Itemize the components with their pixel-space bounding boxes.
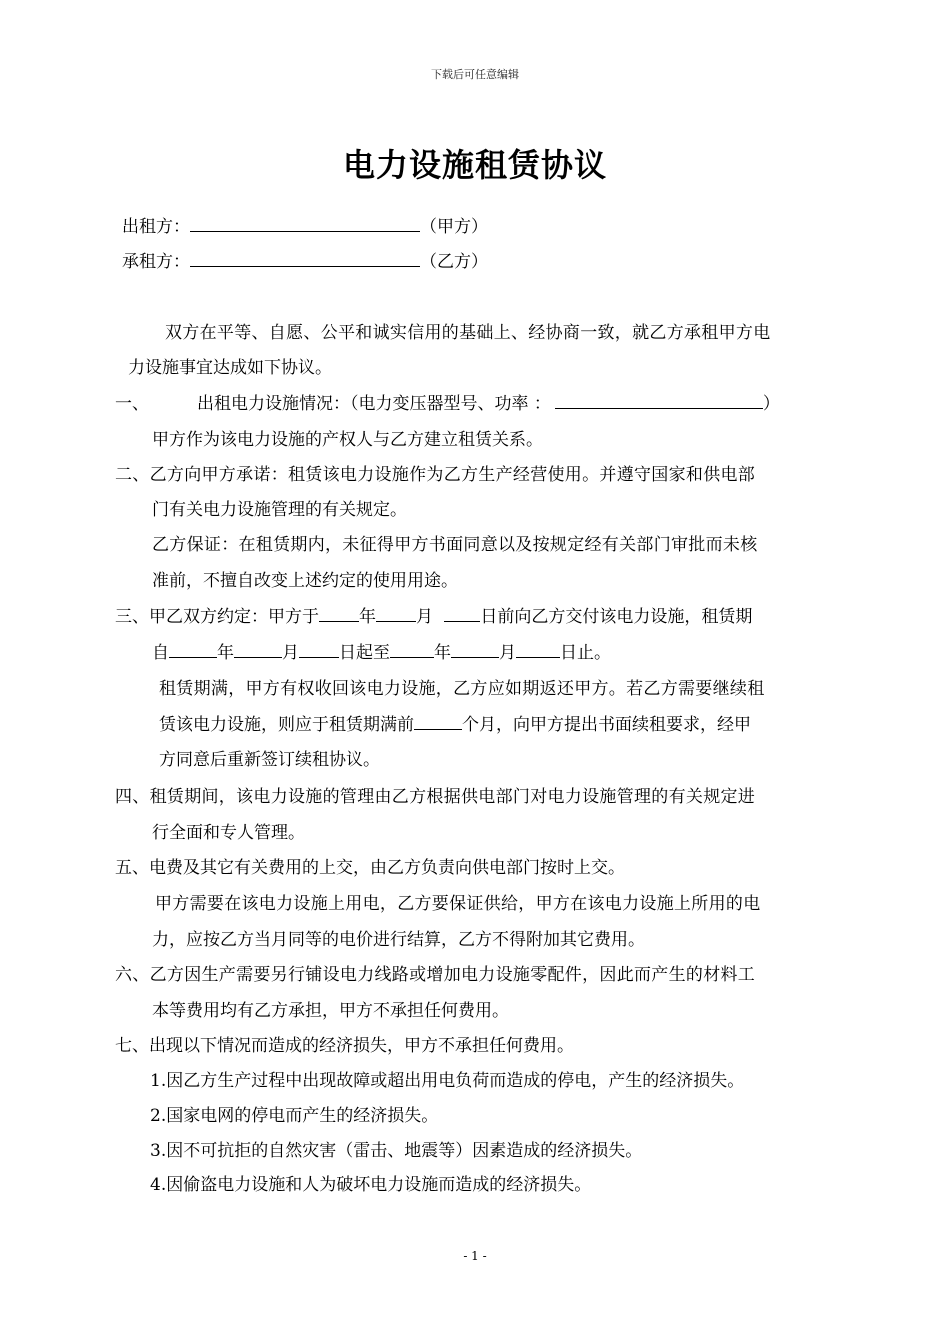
intro-line-1: 双方在平等、自愿、公平和诚实信用的基础上、经协商一致，就乙方承租甲方电 — [165, 323, 771, 343]
start-month-blank[interactable] — [234, 640, 282, 658]
delivery-day-blank[interactable] — [444, 604, 480, 622]
section-5-line-1: 五、电费及其它有关费用的上交，由乙方负责向供电部门按时上交。 — [115, 858, 625, 878]
start-year-label: 年 — [217, 643, 234, 663]
section-2-line-4: 准前，不擅自改变上述约定的使用用途。 — [152, 571, 458, 591]
delivery-year-blank[interactable] — [319, 604, 359, 622]
delivery-month-blank[interactable] — [376, 604, 416, 622]
section-4-line-2: 行全面和专人管理。 — [152, 823, 305, 843]
section-2-line-1: 二、乙方向甲方承诺：租赁该电力设施作为乙方生产经营使用。并遵守国家和供电部 — [115, 465, 756, 485]
page-number: - 1 - — [463, 1249, 487, 1263]
section-4-line-1: 四、租赁期间，该电力设施的管理由乙方根据供电部门对电力设施管理的有关规定进 — [115, 787, 756, 807]
end-day-blank[interactable] — [516, 640, 560, 658]
lessee-suffix: （乙方） — [420, 252, 488, 272]
lessor-suffix: （甲方） — [420, 217, 488, 237]
end-month-label: 月 — [499, 643, 516, 663]
section-1-line-1 — [115, 389, 780, 414]
lessor-line — [122, 212, 488, 237]
document-title: 电力设施租赁协议 — [342, 146, 607, 184]
lessor-label: 出租方： — [122, 217, 190, 237]
section-1-line-2: 甲方作为该电力设施的产权人与乙方建立租赁关系。 — [152, 430, 543, 450]
section-3-text-a: 三、甲乙双方约定：甲方于 — [115, 607, 319, 627]
section-3-line-1 — [115, 602, 752, 627]
section-3-line-4-b: 个月，向甲方提出书面续租要求，经甲 — [462, 715, 751, 735]
end-month-blank[interactable] — [451, 640, 499, 658]
end-year-blank[interactable] — [390, 640, 434, 658]
section-3-line-4-a: 赁该电力设施，则应于租赁期满前 — [159, 715, 414, 735]
renewal-months-blank[interactable] — [414, 712, 462, 730]
section-6-line-2: 本等费用均有乙方承担，甲方不承担任何费用。 — [152, 1001, 509, 1021]
section-3-line-2 — [152, 638, 611, 663]
end-year-label: 年 — [434, 643, 451, 663]
section-2-line-3: 乙方保证：在租赁期内，未征得甲方书面同意以及按规定经有关部门审批而未核 — [152, 535, 758, 555]
page-header: 下载后可任意编辑 — [431, 68, 519, 81]
end-day-label: 日止。 — [560, 643, 611, 663]
transformer-spec-blank[interactable] — [555, 391, 763, 409]
lessee-blank[interactable] — [190, 249, 420, 267]
section-3-line-5: 方同意后重新签订续租协议。 — [159, 750, 380, 770]
section-7-line-1: 七、出现以下情况而造成的经济损失，甲方不承担任何费用。 — [115, 1036, 574, 1056]
section-6-line-1: 六、乙方因生产需要另行铺设电力线路或增加电力设施零配件，因此而产生的材料工 — [115, 965, 756, 985]
from-label: 自 — [152, 643, 169, 663]
section-7-item: 3.因不可抗拒的自然灾害（雷击、地震等）因素造成的经济损失。 — [150, 1141, 643, 1161]
lessee-line — [122, 247, 488, 272]
start-day-label: 日起至 — [339, 643, 390, 663]
lessor-blank[interactable] — [190, 214, 420, 232]
section-3-line-4 — [159, 710, 751, 735]
year-label: 年 — [359, 607, 376, 627]
section-7-item: 2.国家电网的停电而产生的经济损失。 — [150, 1106, 439, 1126]
start-month-label: 月 — [282, 643, 299, 663]
intro-line-2: 力设施事宜达成如下协议。 — [128, 358, 332, 378]
month-label: 月 — [416, 607, 439, 627]
start-day-blank[interactable] — [299, 640, 339, 658]
section-2-line-2: 门有关电力设施管理的有关规定。 — [152, 500, 407, 520]
start-year-blank[interactable] — [169, 640, 217, 658]
section-5-line-2: 甲方需要在该电力设施上用电，乙方要保证供给，甲方在该电力设施上所用的电 — [155, 894, 761, 914]
section-3-line-3: 租赁期满，甲方有权收回该电力设施，乙方应如期返还甲方。若乙方需要继续租 — [159, 679, 765, 699]
section-1-close: ） — [762, 394, 780, 414]
section-7-item: 1.因乙方生产过程中出现故障或超出用电负荷而造成的停电，产生的经济损失。 — [150, 1071, 745, 1091]
section-1-text: 出租电力设施情况：（电力变压器型号、功率 ： — [197, 394, 551, 414]
section-7-item: 4.因偷盗电力设施和人为破坏电力设施而造成的经济损失。 — [150, 1175, 592, 1195]
section-3-text-d: 日前向乙方交付该电力设施，租赁期 — [480, 607, 753, 627]
lessee-label: 承租方： — [122, 252, 190, 272]
section-1-number: 一、 — [115, 394, 149, 414]
section-5-line-3: 力，应按乙方当月同等的电价进行结算，乙方不得附加其它费用。 — [152, 930, 645, 950]
